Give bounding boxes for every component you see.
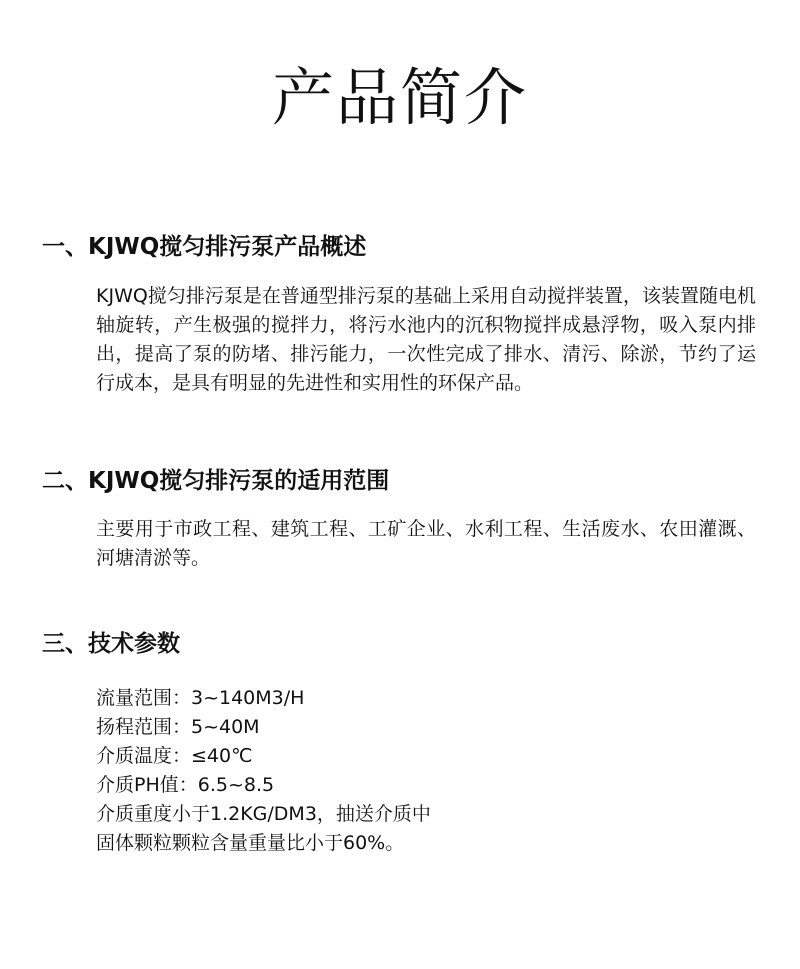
spec-head-range: 扬程范围：5~40M bbox=[96, 716, 260, 738]
section-heading-overview: 一、KJWQ搅匀排污泵产品概述 bbox=[42, 234, 367, 260]
spec-medium-ph: 介质PH值：6.5~8.5 bbox=[96, 774, 275, 796]
page-title: 产品简介 bbox=[271, 61, 528, 134]
section-heading-specs: 三、技术参数 bbox=[42, 631, 180, 657]
spec-solid-content: 固体颗粒颗粒含量重量比小于60%。 bbox=[96, 832, 405, 854]
section-body-overview: KJWQ搅匀排污泵是在普通型排污泵的基础上采用自动搅拌装置，该装置随电机轴旋转，产生极强的搅拌力，将污水池内的沉积物搅拌成悬浮物，吸入泵内排出，提高了泵的防堵、排污能力，一次性完成了排水、清污、除淤，节约了运行成本，是具有明显的先进性和实用性的环保产品。 bbox=[96, 285, 756, 394]
spec-medium-density: 介质重度小于1.2KG/DM3，抽送介质中 bbox=[96, 803, 431, 825]
section-body-scope: 主要用于市政工程、建筑工程、工矿企业、水利工程、生活废水、农田灌溉、河塘清淤等。 bbox=[96, 518, 756, 569]
spec-list bbox=[96, 684, 756, 858]
spec-medium-temperature: 介质温度：≤40℃ bbox=[96, 745, 253, 767]
spec-flow-range: 流量范围：3~140M3/H bbox=[96, 687, 305, 709]
section-heading-scope: 二、KJWQ搅匀排污泵的适用范围 bbox=[42, 468, 390, 494]
